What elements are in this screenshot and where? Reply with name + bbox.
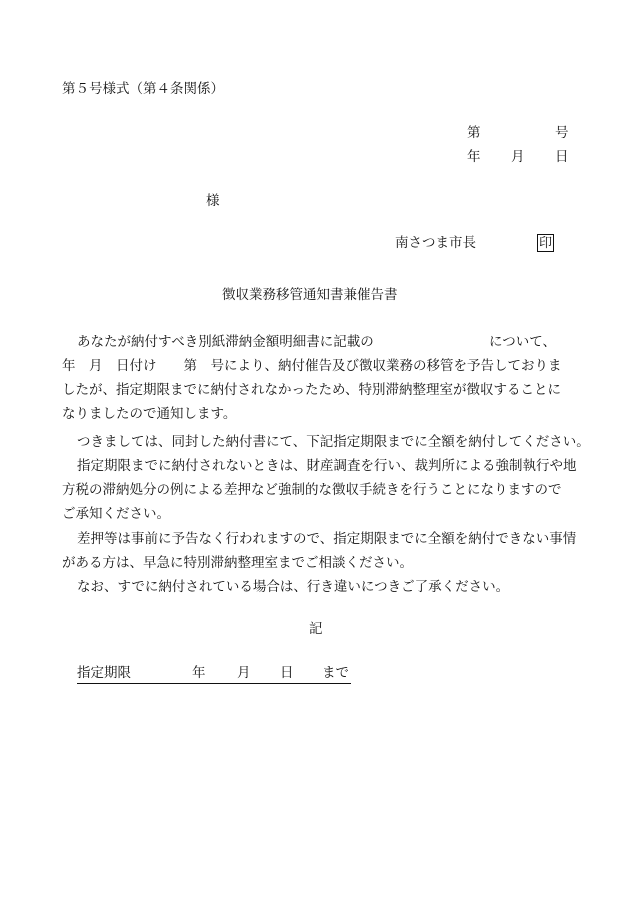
document-number-prefix: 第: [467, 125, 481, 141]
addressee-suffix: 様: [206, 193, 220, 209]
date-year: 年: [467, 149, 481, 165]
date-day: 日: [555, 149, 569, 165]
body-line-4: なりましたので通知します。: [62, 406, 237, 422]
body-line-3: したが、指定期限までに納付されなかったため、特別滞納整理室が徴収することに: [62, 382, 561, 398]
deadline-line: [77, 667, 351, 684]
deadline-month: 月: [237, 665, 251, 681]
body-line-1-end: について、: [489, 334, 556, 350]
document-title: 徴収業務移管通知書兼催告書: [222, 287, 398, 303]
ki-heading: 記: [309, 621, 323, 637]
body-line-6: 指定期限までに納付されないときは、財産調査を行い、裁判所による強制執行や地: [77, 458, 577, 474]
form-number: 第５号様式（第４条関係）: [62, 81, 224, 97]
sender-name: 南さつま市長: [395, 235, 476, 251]
body-line-5: つきましては、同封した納付書にて、下記指定期限までに全額を納付してください。: [77, 434, 590, 450]
body-line-2: 年 月 日付け 第 号により、納付催告及び徴収業務の移管を予告しておりま: [62, 358, 562, 374]
body-line-11: なお、すでに納付されている場合は、行き違いにつきご了承ください。: [77, 579, 510, 595]
date-month: 月: [511, 149, 525, 165]
deadline-year: 年: [192, 665, 206, 681]
body-line-8: ご承知ください。: [62, 506, 170, 522]
body-line-1-start: あなたが納付すべき別紙滞納金額明細書に記載の: [77, 334, 374, 350]
document-number-suffix: 号: [555, 125, 569, 141]
deadline-until: まで: [322, 665, 349, 681]
body-line-10: がある方は、早急に特別滞納整理室までご相談ください。: [62, 555, 413, 571]
body-line-9: 差押等は事前に予告なく行われますので、指定期限までに全額を納付できない事情: [77, 531, 577, 547]
deadline-day: 日: [280, 665, 294, 681]
seal-mark: 印: [538, 236, 552, 251]
body-line-7: 方税の滞納処分の例による差押など強制的な徴収手続きを行うことになりますので: [62, 482, 562, 498]
deadline-label: 指定期限: [77, 665, 131, 681]
